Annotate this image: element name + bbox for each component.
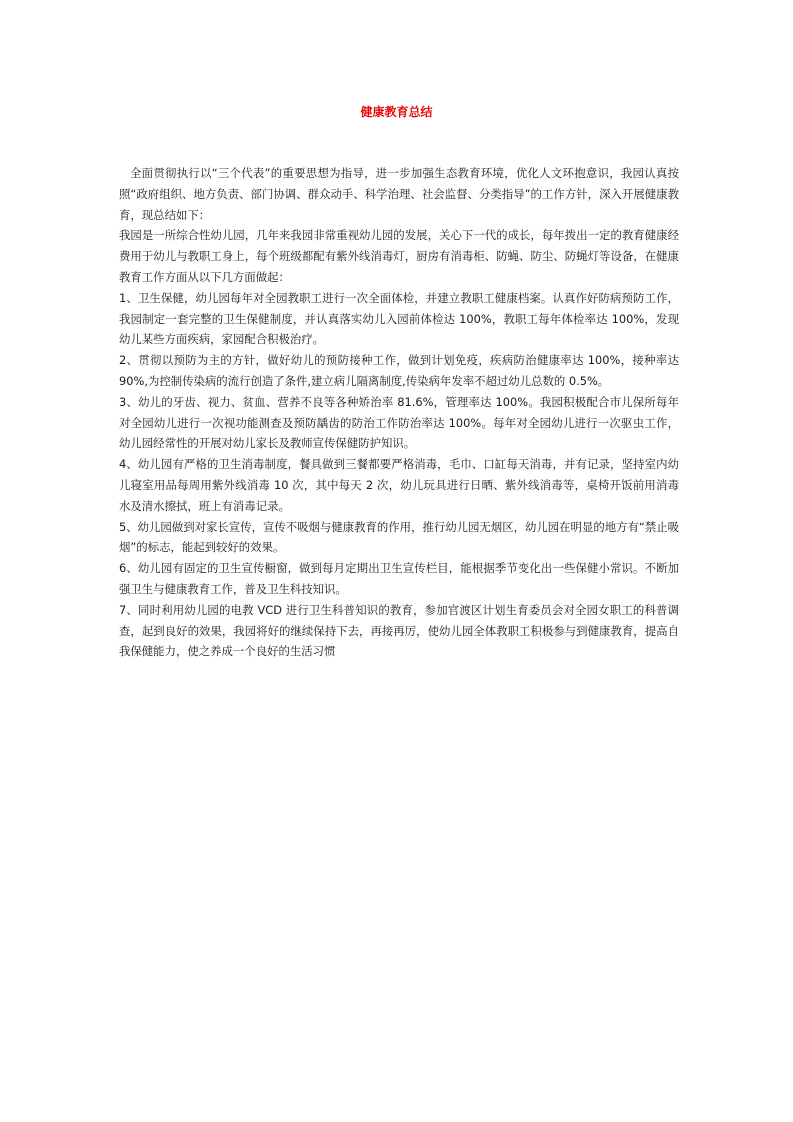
document-body [119,163,679,662]
paragraph-item-3: 3、幼儿的牙齿、视力、贫血、营养不良等各种矫治率 81.6%，管理率达 100%。我园积极配合市儿保所每年对全园幼儿进行一次视功能测查及预防龋齿的防治工作防治率达 100%。每年对全园幼儿进行一次驱虫工作，幼儿园经常性的开展对幼儿家长及教师宣传保健防护知识。 [119,394,679,451]
paragraph-item-2: 2、贯彻以预防为主的方针，做好幼儿的预防接种工作，做到计划免疫，疾病防治健康率达 100%，接种率达 90%,为控制传染病的流行创造了条件,建立病儿隔离制度,传染病年发率不超过幼儿总数的 0.5%。 [119,353,679,388]
paragraph-item-1: 1、卫生保健，幼儿园每年对全园教职工进行一次全面体检，并建立教职工健康档案。认真作好防病预防工作，我园制定一套完整的卫生保健制度，并认真落实幼儿入园前体检达 100%，教职工每年体检率达 100%，发现幼儿某些方面疾病，家园配合积极治疗。 [119,290,679,347]
paragraph-item-6: 6、幼儿园有固定的卫生宣传橱窗，做到每月定期出卫生宣传栏目，能根据季节变化出一些保健小常识。不断加强卫生与健康教育工作，普及卫生科技知识。 [119,561,679,596]
paragraph-item-5: 5、幼儿园做到对家长宣传，宣传不吸烟与健康教育的作用，推行幼儿园无烟区，幼儿园在明显的地方有“禁止吸烟”的标志，能起到较好的效果。 [119,519,679,555]
paragraph-intro: 全面贯彻执行以“三个代表”的重要思想为指导，进一步加强生态教育环境，优化人文环抱意识，我园认真按照“政府组织、地方负责、部门协调、群众动手、科学治理、社会监督、分类指导”的工作方针，深入开展健康教育，现总结如下： [119,166,679,222]
paragraph-item-7: 7、同时利用幼儿园的电教 VCD 进行卫生科普知识的教育，参加官渡区计划生育委员会对全园女职工的科普调查，起到良好的效果，我园将好的继续保持下去，再接再厉，使幼儿园全体教职工积极参与到健康教育，提高自我保健能力，使之养成一个良好的生活习惯 [119,602,679,659]
paragraph-overview: 我园是一所综合性幼儿园，几年来我园非常重视幼儿园的发展，关心下一代的成长，每年拨出一定的教育健康经费用于幼儿与教职工身上，每个班级都配有紫外线消毒灯，厨房有消毒柜、防蝇、防尘、防蝇灯等设备，在健康教育工作方面从以下几方面做起： [119,228,679,284]
paragraph-item-4: 4、幼儿园有严格的卫生消毒制度，餐具做到三餐都要严格消毒，毛巾、口缸每天消毒，并有记录，坚持室内幼儿寝室用品每周用紫外线消毒 10 次，其中每天 2 次，幼儿玩具进行日晒、紫外线消毒等，桌椅开饭前用消毒水及清水擦拭，班上有消毒记录。 [119,457,679,513]
document-title: 健康教育总结 [360,105,433,119]
